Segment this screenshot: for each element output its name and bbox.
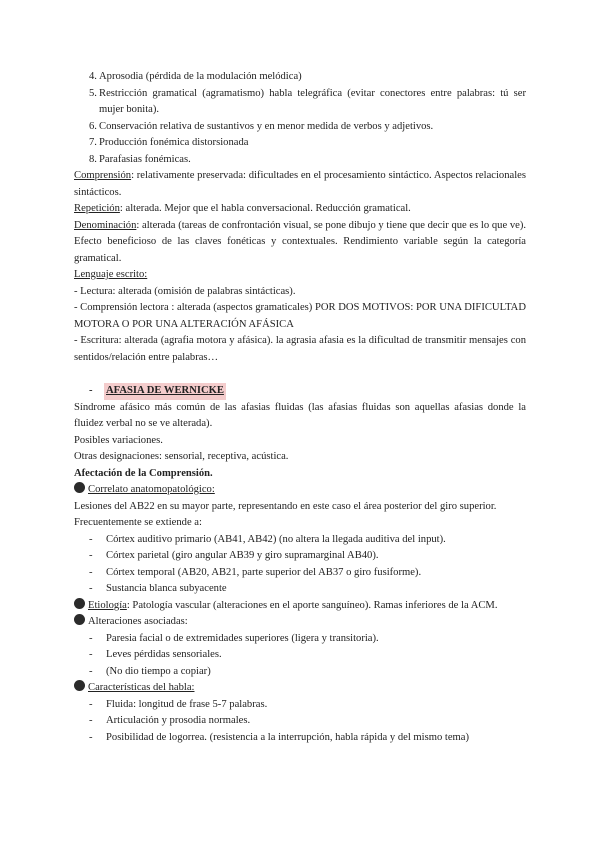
variations-line: Posibles variaciones. — [74, 434, 163, 446]
list-item: 7. Producción fonémica distorsionada — [89, 137, 249, 148]
bullet-icon — [74, 598, 85, 609]
list-item: - Paresia facial o de extremidades superiores (ligera y transitoria). — [89, 632, 379, 644]
list-item: - Leves pérdidas sensoriales. — [89, 649, 222, 660]
repeticion-paragraph: Repetición: alterada. Mejor que el habla conversacional. Reducción gramatical. — [74, 203, 411, 214]
list-item: - Articulación y prosodia normales. — [89, 715, 251, 726]
list-item: - (No dio tiempo a copiar) — [89, 665, 211, 677]
list-item: - Córtex parietal (giro angular AB39 y giro supramarginal AB40). — [89, 550, 379, 561]
lectura-line: - Lectura: alterada (omisión de palabras sintácticas). — [74, 285, 296, 297]
comprension-paragraph: Comprensión: relativamente preservada: dificultades en el procesamiento sintáctico. Aspectos relacionales sintácticos. — [74, 170, 526, 198]
denominacion-paragraph: Denominación: alterada (tareas de confrontación visual, se pone dibujo y tiene que decir que es lo que ve). Efecto beneficioso de las claves fonéticas y contextuales. Rendimiento variable según la categoría gramatical. — [74, 219, 526, 264]
designations-line: Otras designaciones: sensorial, receptiva, acústica. — [74, 451, 289, 462]
lesiones-paragraph: Lesiones del AB22 en su mayor parte, representando en este caso el área posterior del giro superior. — [74, 500, 497, 512]
list-item: 8. Parafasias fonémicas. — [89, 153, 191, 165]
list-item: - Córtex temporal (AB20, AB21, parte superior del AB37 o giro fusiforme). — [89, 566, 422, 578]
list-item: - Posibilidad de logorrea. (resistencia a la interrupción, habla rápida y del mismo tema) — [89, 731, 470, 743]
list-item: - Fluida: longitud de frase 5-7 palabras. — [89, 698, 268, 710]
comprension-heading: Afectación de la Comprensión. — [74, 467, 213, 479]
list-item: 4. Aprosodia (pérdida de la modulación melódica) — [89, 71, 302, 82]
escritura-line: - Escritura: alterada (agrafia motora y afásica). la agrasia afasia es la dificultad de transmitir mensajes con sentidos/relación entre palabras… — [74, 335, 526, 363]
section-heading-wernicke: - AFASIA DE WERNICKE — [74, 383, 526, 400]
habla-list — [74, 697, 526, 747]
numbered-list — [74, 69, 526, 168]
bullet-icon — [74, 680, 85, 691]
etiologia-paragraph: Etiología: Patología vascular (alteraciones en el aporte sanguíneo). Ramas inferiores de la ACM. — [74, 598, 526, 615]
lenguaje-escrito-heading: Lenguaje escrito: — [74, 269, 148, 280]
list-item: 5. Restricción gramatical (agramatismo) habla telegráfica (evitar conectores entre palabras: tú ser mujer bonita). — [89, 87, 526, 115]
list-item: - Sustancia blanca subyacente — [89, 583, 227, 594]
habla-line: Características del habla: — [74, 680, 526, 697]
wernicke-intro: Síndrome afásico más común de las afasias fluidas (las afasias fluidas son aquellas afasias donde la fluidez verbal no se ve alterada). — [74, 401, 526, 429]
bullet-icon — [74, 482, 85, 493]
list-item: - Córtex auditivo primario (AB41, AB42) (no altera la llegada auditiva del input). — [89, 533, 446, 545]
alteraciones-line: Alteraciones asociadas: — [74, 614, 526, 631]
comprension-lectora-line: - Comprensión lectora : alterada (aspectos gramaticales) POR DOS MOTIVOS: POR UNA DIFICULTAD MOTORA O POR UNA ALTERACIÓN AFÁSICA — [74, 302, 526, 330]
correlato-line: Correlato anatomopatológico: — [74, 482, 526, 499]
alteraciones-list — [74, 631, 526, 681]
extension-list — [74, 532, 526, 598]
list-item: 6. Conservación relativa de sustantivos y en menor medida de verbos y adjetivos. — [89, 120, 434, 132]
frecuentemente-line: Frecuentemente se extiende a: — [74, 517, 202, 528]
document-content — [74, 69, 526, 746]
bullet-icon — [74, 614, 85, 625]
section-title: AFASIA DE WERNICKE — [104, 383, 226, 400]
